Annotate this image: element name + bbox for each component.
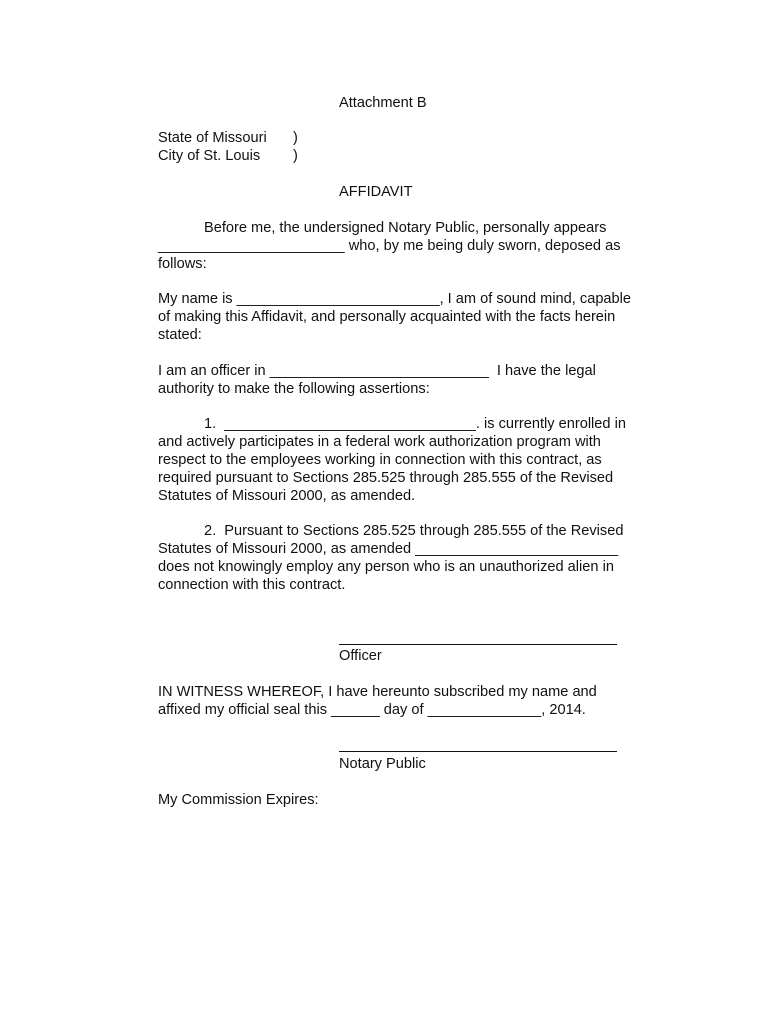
item1-line4: required pursuant to Sections 285.525 through 285.555 of the Revised	[158, 470, 614, 486]
notary-signature-line[interactable]	[339, 751, 617, 752]
venue-paren-1: )	[293, 130, 298, 146]
para1-line1: Before me, the undersigned Notary Public, personally appears	[204, 220, 607, 236]
commission-expires: My Commission Expires:	[158, 792, 319, 808]
para2-line2: of making this Affidavit, and personally acquainted with the facts herein	[158, 309, 616, 325]
item2-line2: Statutes of Missouri 2000, as amended _________________________	[158, 541, 619, 557]
item1-line1: 1. _______________________________. is currently enrolled in	[204, 416, 626, 432]
officer-label: Officer	[339, 648, 382, 664]
para3-line2: authority to make the following assertions:	[158, 381, 430, 397]
attachment-title: Attachment B	[339, 95, 427, 111]
item1-line3: respect to the employees working in connection with this contract, as	[158, 452, 602, 468]
item2-line4: connection with this contract.	[158, 577, 346, 593]
officer-signature-line[interactable]	[339, 644, 617, 645]
para1-line3: follows:	[158, 256, 207, 272]
venue-city: City of St. Louis	[158, 148, 261, 164]
para2-line3: stated:	[158, 327, 202, 343]
item2-line3: does not knowingly employ any person who is an unauthorized alien in	[158, 559, 614, 575]
item2-line1: 2. Pursuant to Sections 285.525 through 285.555 of the Revised	[204, 523, 624, 539]
para2-line1: My name is _________________________, I am of sound mind, capable	[158, 291, 632, 307]
witness-line1: IN WITNESS WHEREOF, I have hereunto subscribed my name and	[158, 684, 597, 700]
affidavit-heading: AFFIDAVIT	[339, 184, 413, 200]
notary-label: Notary Public	[339, 756, 426, 772]
para3-line1: I am an officer in ___________________________ I have the legal	[158, 363, 596, 379]
venue-paren-2: )	[293, 148, 298, 164]
witness-line2: affixed my official seal this ______ day of ______________, 2014.	[158, 702, 586, 718]
para1-line2: _______________________ who, by me being duly sworn, deposed as	[158, 238, 621, 254]
venue-state: State of Missouri	[158, 130, 267, 146]
item1-line5: Statutes of Missouri 2000, as amended.	[158, 488, 416, 504]
item1-line2: and actively participates in a federal work authorization program with	[158, 434, 601, 450]
